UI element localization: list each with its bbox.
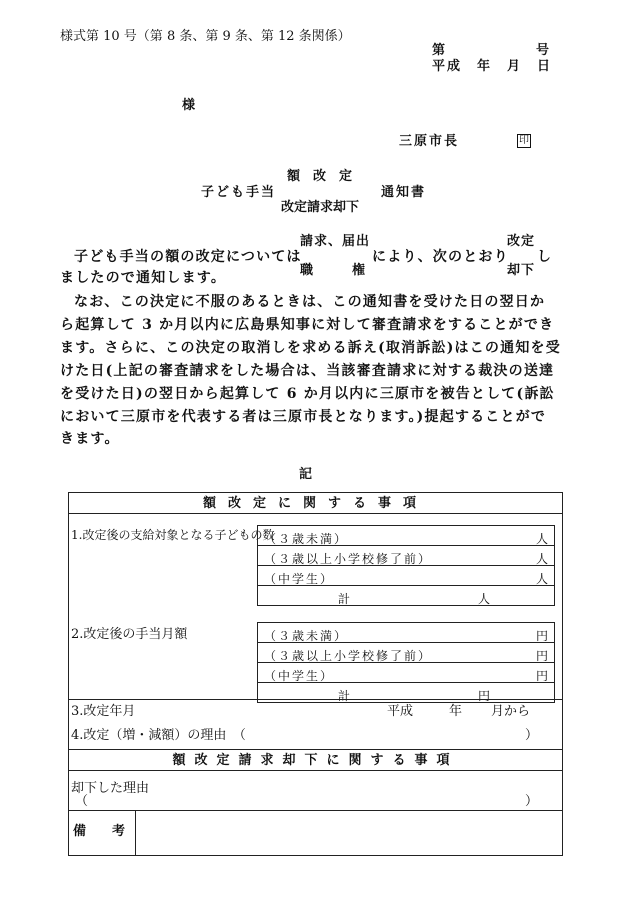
remarks-field	[136, 811, 562, 855]
reject-label: 却下した理由	[71, 781, 150, 796]
item2-row-middle-school	[258, 663, 554, 683]
p1-text-a: 子ども手当の額の改定については	[74, 249, 302, 265]
form-reference: 様式第 10 号（第 8 条、第 9 条、第 12 条関係）	[60, 29, 351, 44]
item1-subtable	[257, 525, 555, 606]
item1-total-unit: 人	[478, 592, 491, 606]
item2-row-preschool	[258, 643, 554, 663]
item2-row-label: （３歳以上小学校修了前）	[264, 649, 433, 663]
item3-year: 年	[449, 704, 463, 719]
item1-total-label: 計	[338, 592, 353, 606]
p1-text-b: により、次のとおり	[372, 249, 509, 265]
item2-row-total	[258, 683, 554, 703]
seal-mark: 印	[519, 135, 529, 146]
item2-row-label: （中学生）	[264, 669, 335, 683]
item2-row-unit: 円	[535, 629, 548, 643]
item2-row-unit: 円	[535, 669, 548, 683]
item2-total-label: 計	[338, 689, 353, 703]
item2-total-unit: 円	[478, 689, 491, 703]
item1-label: 1.改定後の支給対象となる子どもの数	[71, 528, 275, 542]
item1-row-under3	[258, 526, 554, 546]
p1-option-bottom-mid: 職 権	[300, 263, 366, 278]
p1-line2: ましたので通知します。	[60, 270, 227, 286]
item1-row-total	[258, 586, 554, 606]
sender-name: 三原市長	[399, 134, 460, 149]
form-table	[68, 492, 563, 856]
p2-line-3: ます。さらに、この決定の取消しを求める訴え(取消訴訟)はこの通知を受	[60, 340, 561, 356]
item4-close: ）	[525, 728, 539, 743]
ki-heading: 記	[299, 467, 313, 482]
p1-option-top-right: 改定	[507, 234, 536, 249]
item3-month-from: 月から	[491, 704, 531, 719]
p1-option-bottom-right: 却下	[507, 263, 536, 278]
item3-label: 3.改定年月	[71, 704, 136, 719]
p1-option-top-mid: 請求、届出	[300, 234, 371, 249]
item3-era: 平成	[387, 704, 414, 719]
item2-label: 2.改定後の手当月額	[71, 627, 188, 642]
item1-row-unit: 人	[535, 572, 548, 586]
item1-row-middle-school	[258, 566, 554, 586]
item2-subtable	[257, 622, 555, 703]
title-right: 通知書	[381, 185, 427, 200]
p2-line-5: を受けた日)の翌日から起算して 6 か月以内に三原市を被告として(訴訟	[60, 386, 555, 402]
reject-close: ）	[525, 794, 539, 809]
p2-line-4: けた日(上記の審査請求をした場合は、当該審査請求に対する裁決の送達	[60, 363, 555, 379]
item2-row-unit: 円	[535, 649, 548, 663]
item1-row-unit: 人	[535, 552, 548, 566]
document-number-suffix: 号	[536, 43, 550, 58]
p2-line-1: なお、この決定に不服のあるときは、この通知書を受けた日の翌日か	[74, 294, 546, 310]
item2-row-under3	[258, 623, 554, 643]
title-top: 額 改 定	[287, 169, 353, 184]
item1-row-preschool	[258, 546, 554, 566]
section2-header: 額改定請求却下に関する事項	[172, 753, 459, 768]
recipient-honorific: 様	[182, 98, 196, 113]
official-seal	[517, 133, 531, 148]
issue-date: 平成 年 月 日	[432, 59, 553, 74]
p2-line-6: において三原市を代表する者は三原市長となります。)提起することがで	[60, 409, 547, 425]
document-number-prefix: 第	[432, 43, 446, 58]
item1-row-label: （中学生）	[264, 572, 335, 586]
p1-text-c: し	[537, 249, 551, 265]
section1-header: 額改定に関する事項	[202, 496, 428, 511]
p2-line-2: ら起算して 3 か月以内に広島県知事に対して審査請求をすることができ	[60, 317, 555, 333]
item4-label: 4.改定（増・減額）の理由 （	[71, 728, 246, 743]
p2-line-7: きます。	[60, 431, 120, 447]
item2-row-label: （３歳未満）	[264, 629, 349, 643]
title-bottom: 改定請求却下	[281, 200, 360, 215]
remarks-label: 備 考	[73, 824, 126, 839]
item1-row-label: （３歳未満）	[264, 532, 349, 546]
title-left: 子ども手当	[201, 185, 277, 200]
reject-open: （	[75, 794, 89, 809]
item1-row-unit: 人	[535, 532, 548, 546]
item1-row-label: （３歳以上小学校修了前）	[264, 552, 433, 566]
